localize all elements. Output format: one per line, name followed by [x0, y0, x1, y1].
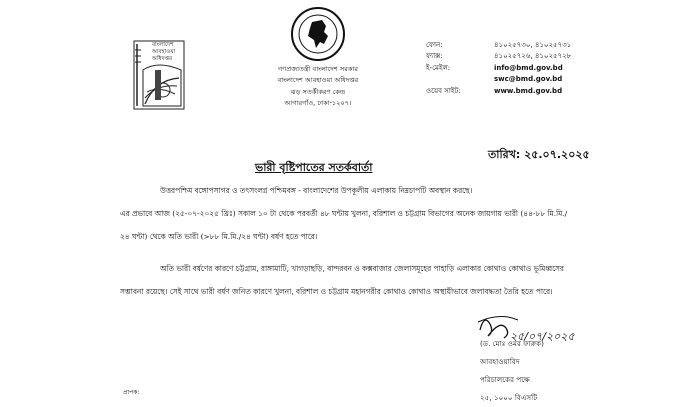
- paragraph-1-first-line: উত্তরপশ্চিম বঙ্গোপসাগর ও তৎসংলগ্ন পশ্চিমবঙ্গ - বাংলাদেশের উপকূলীয় এলাকায় নিম্নচাপটি অবস্থান করছে।: [160, 186, 473, 195]
- contact-block: [426, 40, 571, 97]
- logo-text-line: বাংলাদেশ: [152, 42, 174, 48]
- contact-value: ৪১০২৫৭৩০, ৪১০২৫৭৩১: [494, 41, 572, 49]
- logo-text-line: আবহাওয়া: [152, 49, 176, 55]
- contact-fax: [426, 51, 571, 62]
- contact-value: ৪১০২৫৭২৬, ৪১০২৫৭২৮: [494, 52, 572, 61]
- org-header: [230, 64, 406, 110]
- contact-label: ওয়েব সাইট:: [426, 86, 461, 95]
- paragraph-2: অতি ভারী বর্ষণের কারণে চট্টগ্রাম, রাঙ্গামাটি, খাগড়াছড়ি, বান্দরবন ও কক্সবাজার জেলাসমূহের পাহাড়ি এলাকার কোথাও কোথাও ভূমিধ্বসের সম্ভাবনা রয়েছে। সেই সাথে ভারী বর্ষণ জনিত কারণে খুলনা, বরিশাল ও চট্টগ্রাম মহানগরীর কোথাও কোথাও অস্থায়ীভাবে জলাবদ্ধতা তৈরি হতে পারে।: [120, 264, 564, 296]
- email-link[interactable]: info@bmd.gov.bd: [494, 63, 563, 72]
- signatory-designation: আবহাওয়াবিদ: [480, 357, 520, 366]
- document-title: ভারী বৃষ্টিপাতের সতর্কবার্তা: [255, 161, 373, 174]
- signature-date: ২৫/০৭/২০২৫: [510, 330, 575, 343]
- address: আগারগাঁও, ঢাকা-১২০৭।: [284, 99, 352, 108]
- contact-email: [426, 63, 571, 74]
- issue-time: ২৫, ১০০০ বিএসটি: [480, 393, 538, 402]
- contact-label: ই-মেইল:: [426, 63, 451, 72]
- center-name: ঝড় সতর্কীকরণ কেন্দ্র: [290, 87, 346, 96]
- logo-text-line: অধিদপ্তর: [152, 56, 173, 62]
- contact-email-2: [426, 74, 571, 85]
- bmd-logo-text: [152, 42, 184, 63]
- contact-label: [426, 74, 494, 85]
- paragraph-1-body: এর প্রভাবে আজ (২৫-০৭-২০২৫ খ্রিঃ) সকাল ১০ টা থেকে পরবর্তী ৪৮ ঘন্টায় খুলনা, বরিশাল ও চট্টগ্রাম বিভাগের অনেক জায়গায় ভারী (৪৪-৮৮ মি.মি./২৪ ঘন্টা) থেকে অতি ভারী (>৮৮ মি.মি./২৪ ঘন্টা) বর্ষণ হতে পারে।: [120, 209, 568, 241]
- contact-label: ফ্যাক্স:: [426, 52, 443, 61]
- document-date: তারিখ: ২৫.০৭.২০২৫: [488, 148, 590, 161]
- gov-name: গণপ্রজাতন্ত্রী বাংলাদেশ সরকার: [277, 65, 359, 73]
- signatory-on-behalf: পরিচালকের পক্ষে: [480, 375, 530, 384]
- recipients-label: প্রাপক:: [123, 389, 140, 396]
- contact-website: [426, 86, 571, 97]
- contact-phone: [426, 40, 571, 51]
- dept-name: বাংলাদেশ আবহাওয়া অধিদপ্তর: [277, 76, 359, 85]
- contact-label: ফোন:: [426, 41, 443, 49]
- signatory-name: (ড. মোঃ ওমর ফারুক): [480, 339, 544, 348]
- signature-block: [480, 335, 544, 407]
- government-seal: [290, 6, 346, 62]
- website-link[interactable]: www.bmd.gov.bd: [494, 86, 563, 95]
- email-link[interactable]: swc@bmd.gov.bd: [494, 75, 563, 84]
